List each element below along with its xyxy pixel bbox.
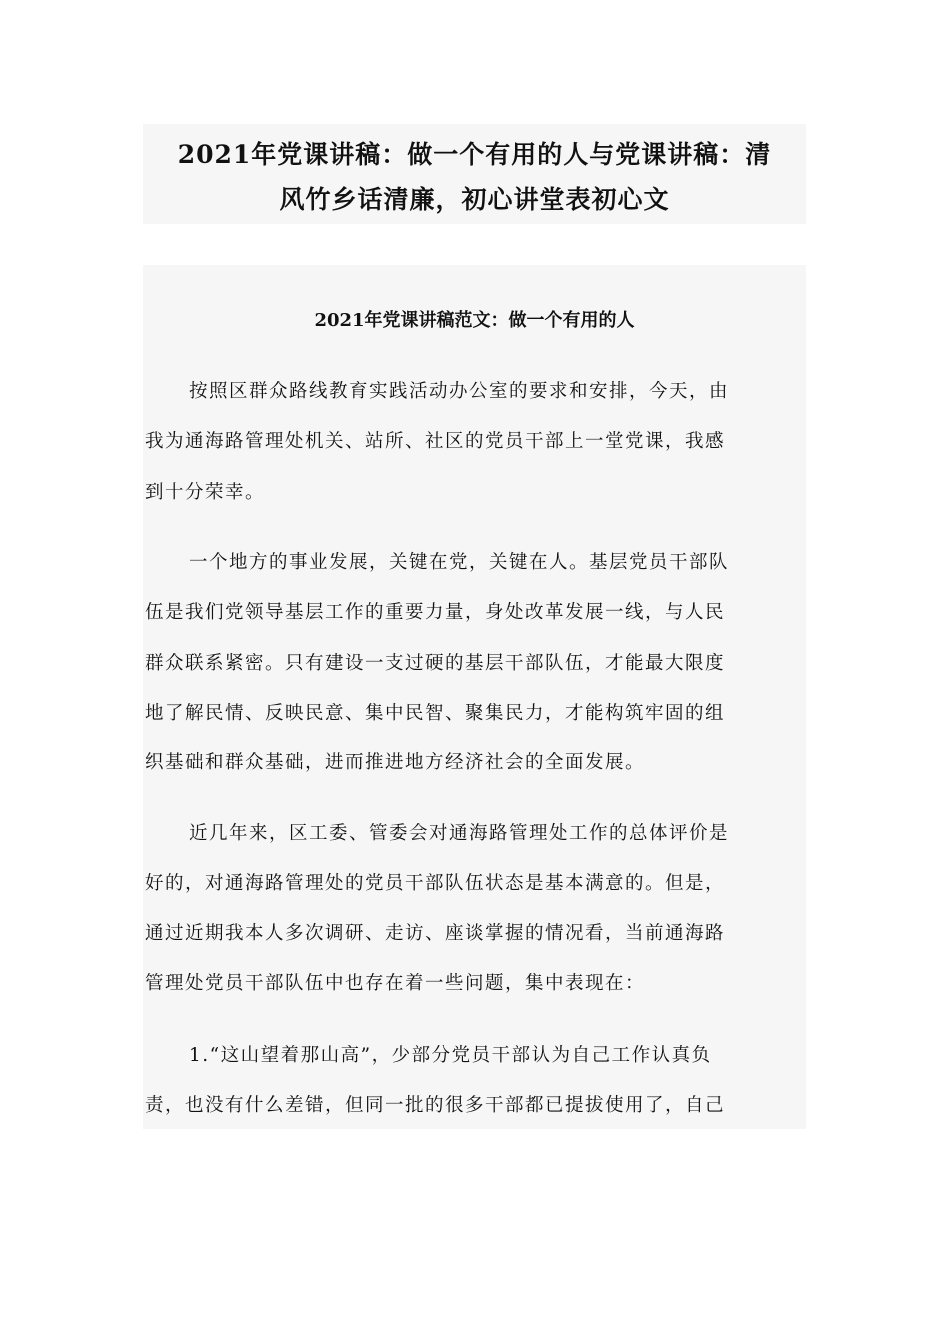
paragraph-line: 通过近期我本人多次调研、走访、座谈掌握的情况看，当前通海路 [145, 923, 726, 944]
paragraph-line: 我为通海路管理处机关、站所、社区的党员干部上一堂党课，我感 [145, 431, 726, 452]
paragraph-line: 一个地方的事业发展，关键在党，关键在人。基层党员干部队 [189, 552, 730, 573]
paragraph-line: 好的，对通海路管理处的党员干部队伍状态是基本满意的。但是， [145, 873, 726, 894]
title-line-1: 2021年党课讲稿：做一个有用的人与党课讲稿：清 [177, 140, 772, 169]
paragraph-line: 群众联系紧密。只有建设一支过硬的基层干部队伍，才能最大限度 [145, 653, 726, 674]
paragraph-line: 伍是我们党领导基层工作的重要力量，身处改革发展一线，与人民 [145, 602, 726, 623]
document-title [143, 124, 806, 224]
section-subtitle: 2021年党课讲稿范文：做一个有用的人 [314, 310, 635, 331]
title-line-2: 风竹乡话清廉，初心讲堂表初心文 [279, 185, 670, 214]
paragraph-line: 责，也没有什么差错，但同一批的很多干部都已提拔使用了，自己 [145, 1095, 726, 1116]
paragraph-line: 按照区群众路线教育实践活动办公室的要求和安排，今天，由 [189, 381, 730, 402]
paragraph-line: 到十分荣幸。 [145, 482, 266, 503]
paragraph-line: 地了解民情、反映民意、集中民智、聚集民力，才能构筑牢固的组 [145, 703, 726, 724]
document-body [143, 265, 806, 1129]
paragraph-line: 织基础和群众基础，进而推进地方经济社会的全面发展。 [145, 752, 646, 773]
paragraph-line: 近几年来，区工委、管委会对通海路管理处工作的总体评价是 [189, 823, 730, 844]
paragraph-line: 1.“这山望着那山高”，少部分党员干部认为自己工作认真负 [189, 1045, 712, 1066]
paragraph-line: 管理处党员干部队伍中也存在着一些问题，集中表现在： [145, 973, 646, 994]
